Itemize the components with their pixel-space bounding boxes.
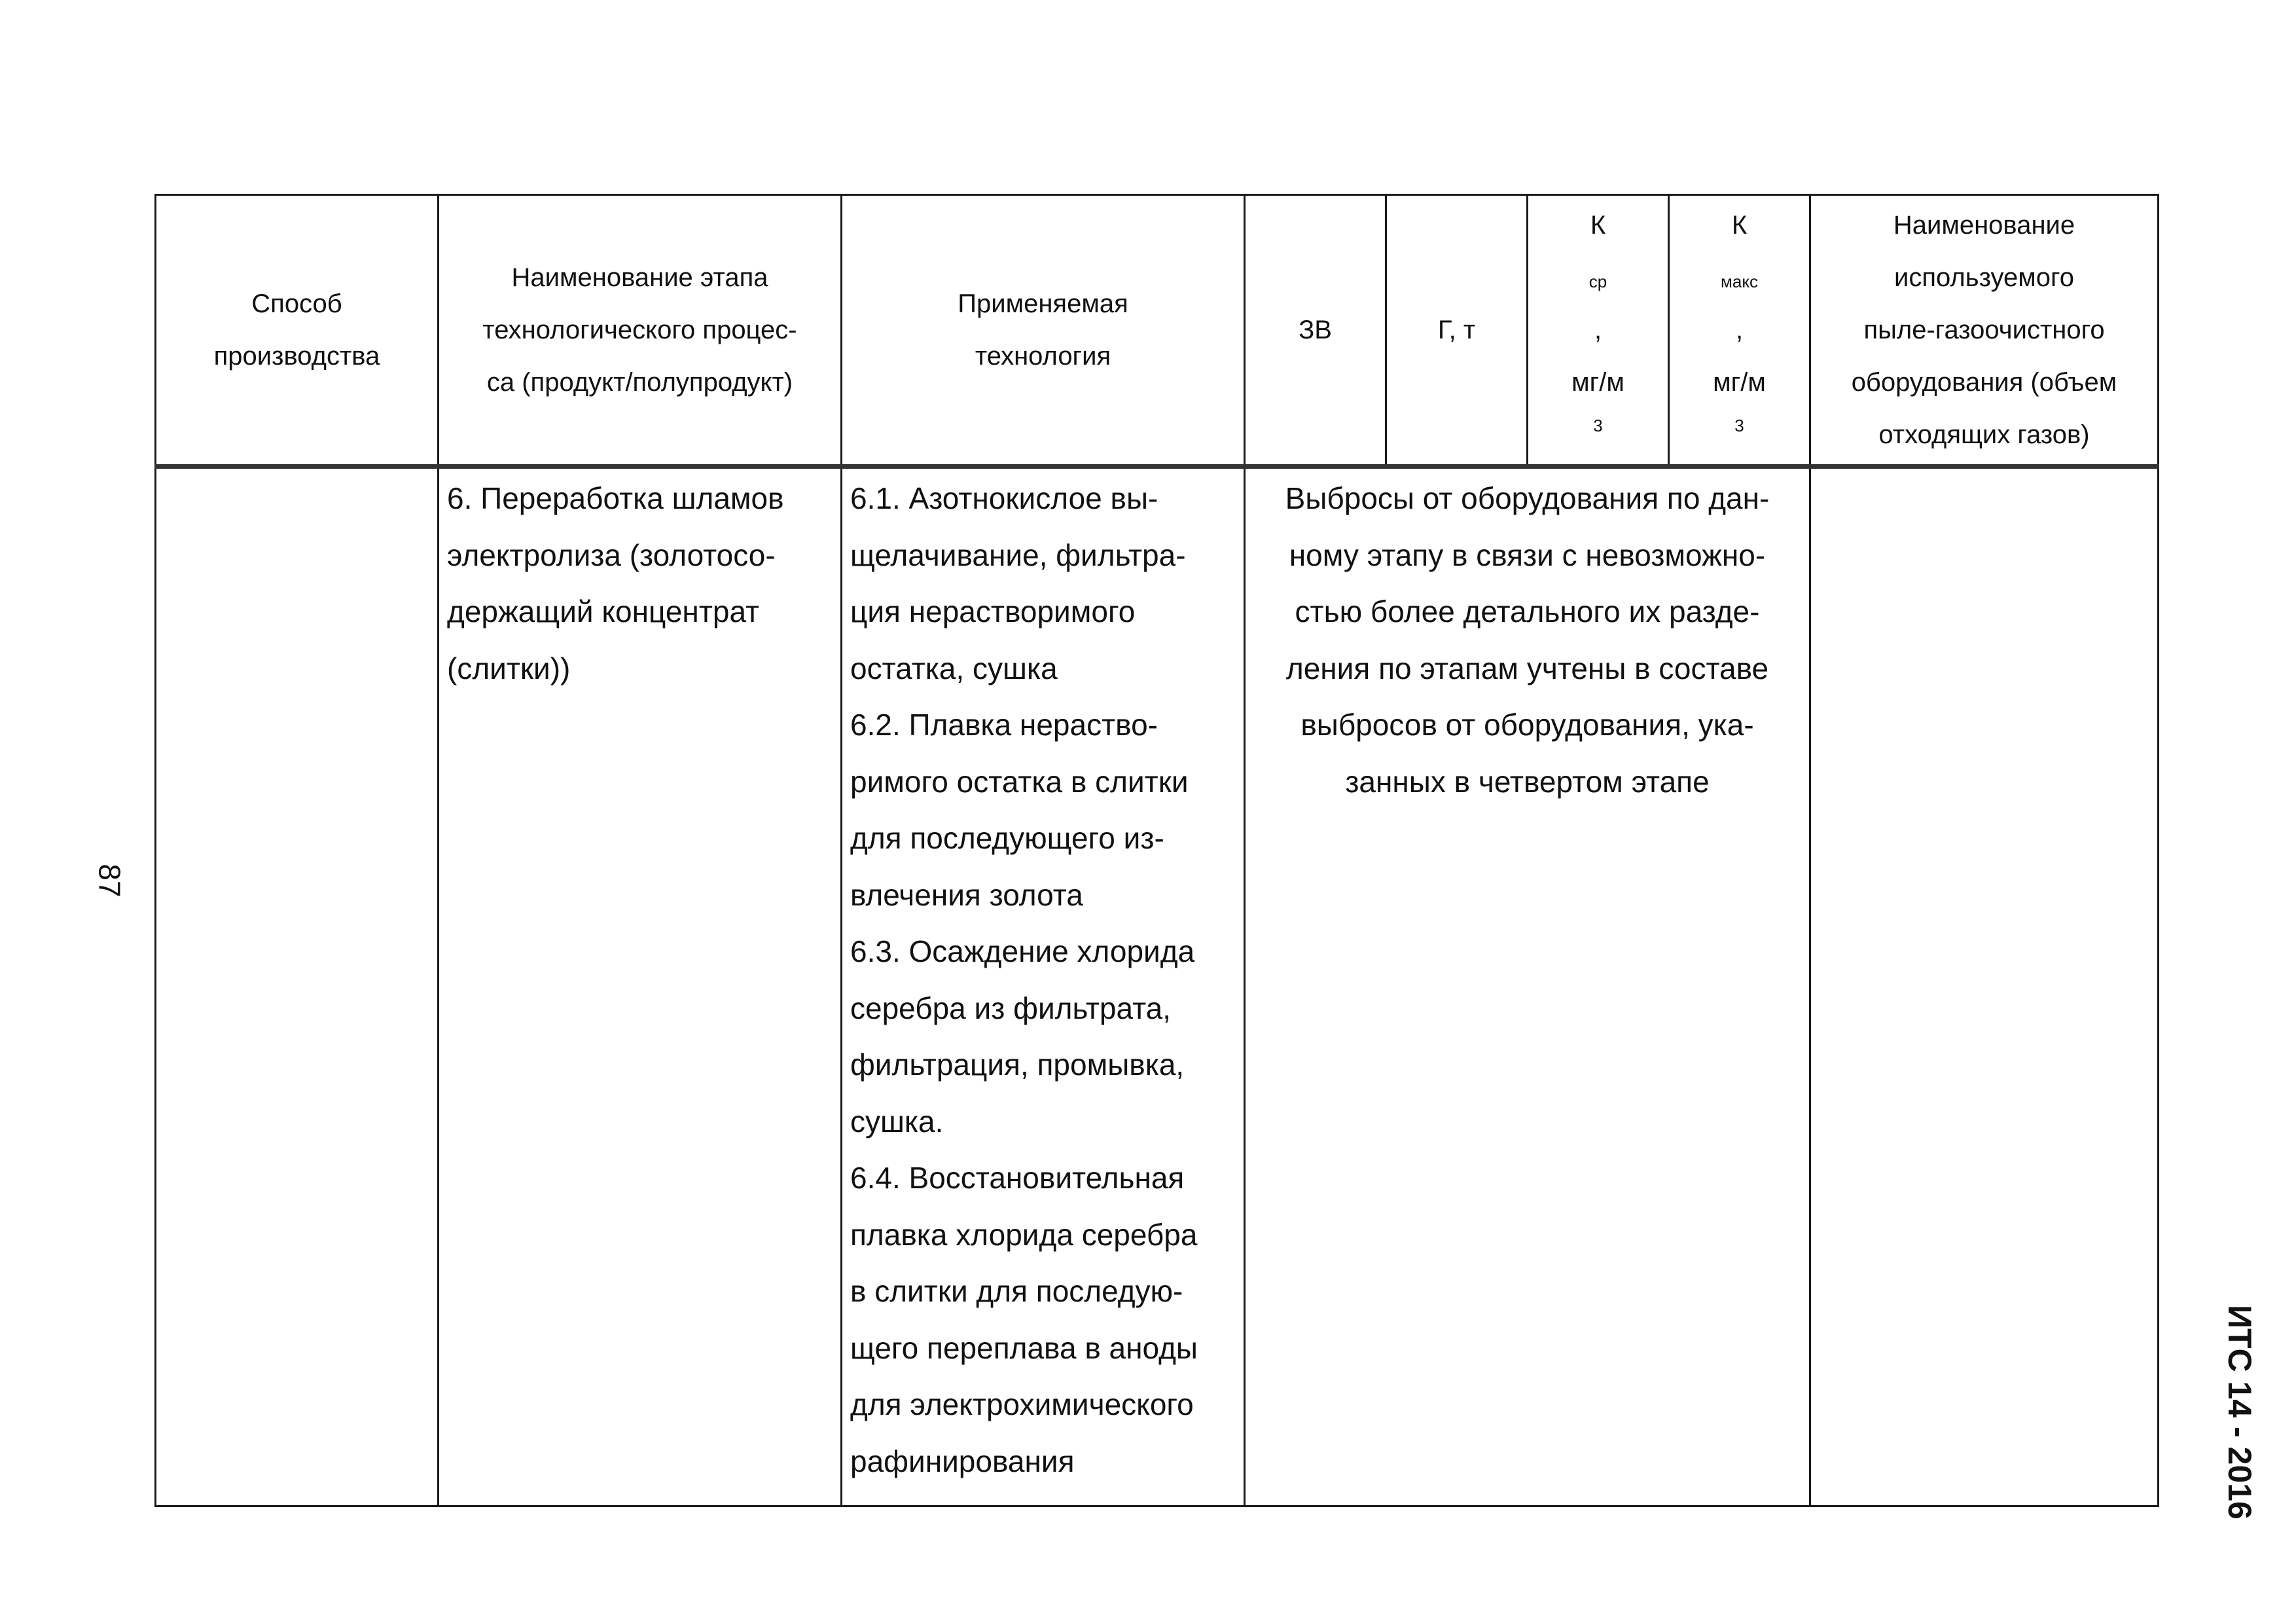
table-row [156, 467, 2159, 1506]
header-technology: Применяемая технология [842, 195, 1245, 467]
header-stage: Наименование этапа технологического процес- са (продукт/полупродукт) [439, 195, 842, 467]
cell-emissions-note: Выбросы от оборудования по дан- ному этапу в связи с невозможно- стью более детального их разде- ления по этапам учтены в составе выбросов от оборудования, ука- занных в четвертом этапе [1245, 467, 1810, 1506]
header-method: Способ производства [156, 195, 439, 467]
table-header-row [156, 195, 2159, 467]
header-k-max: К макс , мг/м 3 [1669, 195, 1810, 467]
page-number: 87 [92, 864, 127, 898]
cell-method [156, 467, 439, 1506]
header-mass: Г, т [1386, 195, 1528, 467]
header-pollutant: ЗВ [1245, 195, 1386, 467]
header-k-avg: К ср , мг/м 3 [1528, 195, 1669, 467]
cell-technology: 6.1. Азотнокислое вы- щелачивание, фильтра- ция нерастворимого остатка, сушка 6.2. Плавка нераство- римого остатка в слитки для последующего из- влечения золота 6.3. Осаждение хлорида серебра из фильтрата, фильтрация, промывка, сушка. 6.4. Восстановительная плавка хлорида серебра в слитки для последую- щего переплава в аноды для электрохимического рафинирования [842, 467, 1245, 1506]
document-code: ИТС 14 - 2016 [2221, 1305, 2258, 1520]
cell-stage: 6. Переработка шламов электролиза (золотосо- держащий концентрат (слитки)) [439, 467, 842, 1506]
emissions-table [154, 194, 2159, 1507]
header-equipment: Наименование используемого пыле-газоочистного оборудования (объем отходящих газов) [1810, 195, 2159, 467]
cell-equipment [1810, 467, 2159, 1506]
